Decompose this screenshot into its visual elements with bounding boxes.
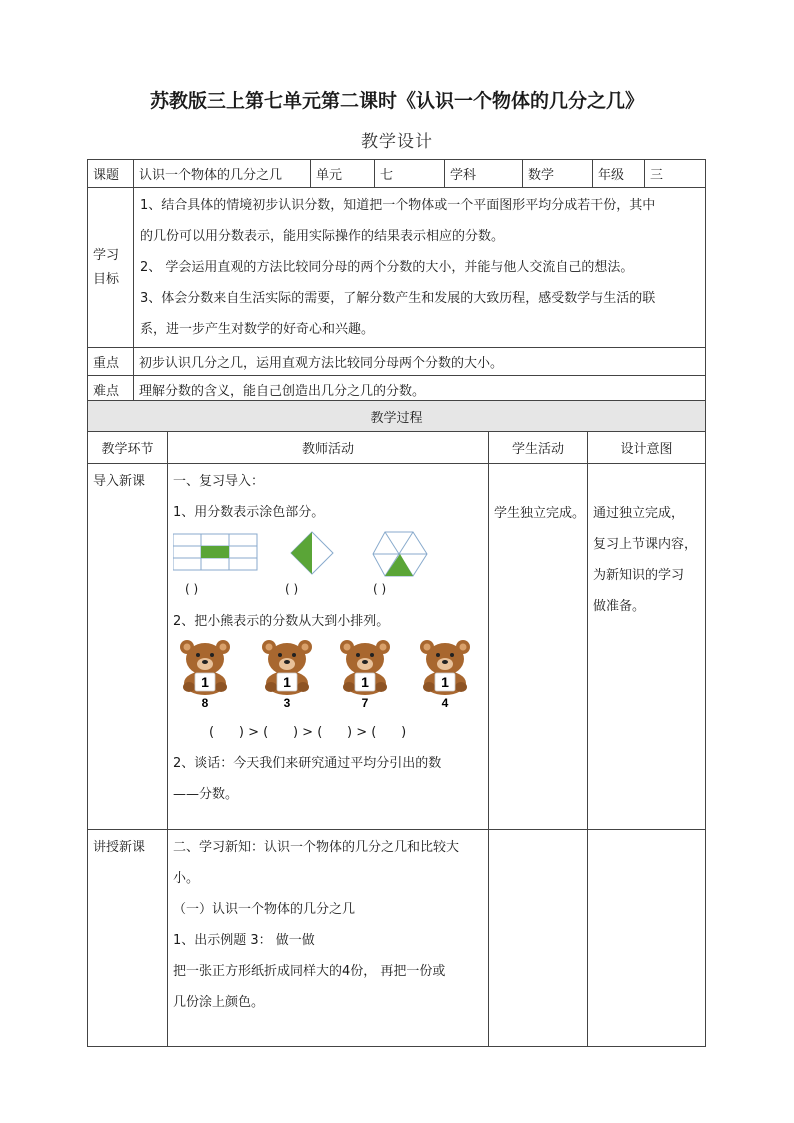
bear-icon: [415, 637, 475, 709]
bear-denominator: 3: [283, 696, 291, 709]
bear-order-question: 2、把小熊表示的分数从大到小排列。: [173, 614, 390, 629]
process-header: 教学过程: [88, 401, 706, 432]
goal-line: 的几份可以用分数表示，能用实际操作的结果表示相应的分数。: [140, 229, 505, 244]
bear-icon: [257, 637, 317, 709]
bear-2: [257, 637, 317, 709]
bear-icon: [175, 637, 235, 709]
intro-intent-line: 通过独立完成，: [593, 506, 685, 521]
bear-numerator: 1: [201, 674, 209, 690]
document-title: 苏教版三上第七单元第二课时《认识一个物体的几分之几》: [149, 90, 644, 112]
answer-blank[interactable]: ( ): [185, 582, 199, 596]
new-line: 把一张正方形纸折成同样大的4份， 再把一份或: [173, 964, 446, 979]
new-teacher-cell: [168, 830, 489, 1047]
col-teacher-header: 教师活动: [168, 432, 489, 464]
intro-student-activity: 学生独立完成。: [494, 506, 586, 521]
bear-icon: [335, 637, 395, 709]
grade-label: 年级: [593, 160, 645, 188]
new-line: 几份涂上颜色。: [173, 995, 265, 1010]
talk-line-1: 2、谈话：今天我们来研究通过平均分引出的数: [173, 756, 442, 771]
intro-intent-line: 为新知识的学习: [593, 568, 685, 583]
hexagon-figure: [373, 532, 427, 576]
col-stage-header: 教学环节: [88, 432, 168, 464]
new-intent-cell: [588, 830, 706, 1047]
difficulty-label: 难点: [88, 376, 134, 403]
goals-label-line-1: 学习: [93, 247, 120, 263]
grade-value: 三: [645, 160, 706, 188]
bear-denominator: 8: [201, 696, 209, 709]
new-line: （一）认识一个物体的几分之几: [173, 902, 356, 917]
diamond-figure: [291, 532, 333, 574]
key-point-label: 重点: [88, 348, 134, 376]
intro-intent-cell: [588, 464, 706, 830]
bear-denominator: 4: [441, 696, 449, 709]
new-stage: 讲授新课: [93, 840, 146, 855]
answer-blank[interactable]: ( ): [373, 582, 387, 596]
subject-label: 学科: [445, 160, 523, 188]
grid-rectangle-figure: [173, 534, 257, 570]
goal-line: 1、结合具体的情境初步认识分数，知道把一个物体或一个平面图形平均分成若干份，其中: [140, 198, 656, 213]
new-line: 二、学习新知：认识一个物体的几分之几和比较大: [173, 840, 460, 855]
teaching-process-table: [87, 400, 706, 1047]
topic-label: 课题: [88, 160, 134, 188]
bear-numerator: 1: [361, 674, 369, 690]
bear-numerator: 1: [283, 674, 291, 690]
goals-content: [134, 188, 706, 348]
new-line: 小。: [173, 871, 200, 886]
lesson-info-table: [87, 159, 706, 403]
new-line: 1、出示例题 3： 做一做: [173, 933, 315, 948]
subject-value: 数学: [523, 160, 593, 188]
shaded-figures-svg: [173, 530, 483, 578]
new-stage-cell: [88, 830, 168, 1047]
bear-3: [335, 637, 395, 709]
bears-row: [173, 637, 483, 709]
goal-line: 3、体会分数来自生活实际的需要，了解分数产生和发展的大致历程，感受数学与生活的联: [140, 291, 656, 306]
bear-denominator: 7: [361, 696, 369, 709]
review-heading: 一、复习导入：: [173, 474, 265, 489]
col-student-header: 学生活动: [489, 432, 588, 464]
unit-value: 七: [375, 160, 445, 188]
goals-label: [88, 188, 134, 348]
document-subtitle: 教学设计: [361, 132, 433, 152]
intro-student-cell: [489, 464, 588, 830]
topic-value: 认识一个物体的几分之几: [134, 160, 311, 188]
goal-line: 系，进一步产生对数学的好奇心和兴趣。: [140, 322, 375, 337]
key-point-value: 初步认识几分之几，运用直观方法比较同分母两个分数的大小。: [134, 348, 706, 376]
order-blanks[interactable]: ( ) > ( ) > ( ) > ( ): [209, 725, 407, 740]
bear-numerator: 1: [441, 674, 449, 690]
intro-intent-line: 复习上节课内容，: [593, 537, 698, 552]
goal-line: 2、 学会运用直观的方法比较同分母的两个分数的大小，并能与他人交流自己的想法。: [140, 260, 634, 275]
bear-1: [175, 637, 235, 709]
goals-label-line-2: 目标: [93, 271, 120, 287]
bear-4: [415, 637, 475, 709]
intro-stage: 导入新课: [93, 474, 146, 489]
answer-blanks-row: [173, 578, 483, 606]
answer-blank[interactable]: ( ): [285, 582, 299, 596]
intro-intent-line: 做准备。: [593, 599, 646, 614]
intro-stage-cell: [88, 464, 168, 830]
unit-label: 单元: [311, 160, 375, 188]
difficulty-value: 理解分数的含义，能自己创造出几分之几的分数。: [134, 376, 706, 403]
intro-teacher-cell: [168, 464, 489, 830]
shade-question: 1、用分数表示涂色部分。: [173, 505, 325, 520]
shaded-figures: [173, 530, 483, 578]
new-student-cell: [489, 830, 588, 1047]
col-intent-header: 设计意图: [588, 432, 706, 464]
talk-line-2: ——分数。: [173, 787, 239, 802]
